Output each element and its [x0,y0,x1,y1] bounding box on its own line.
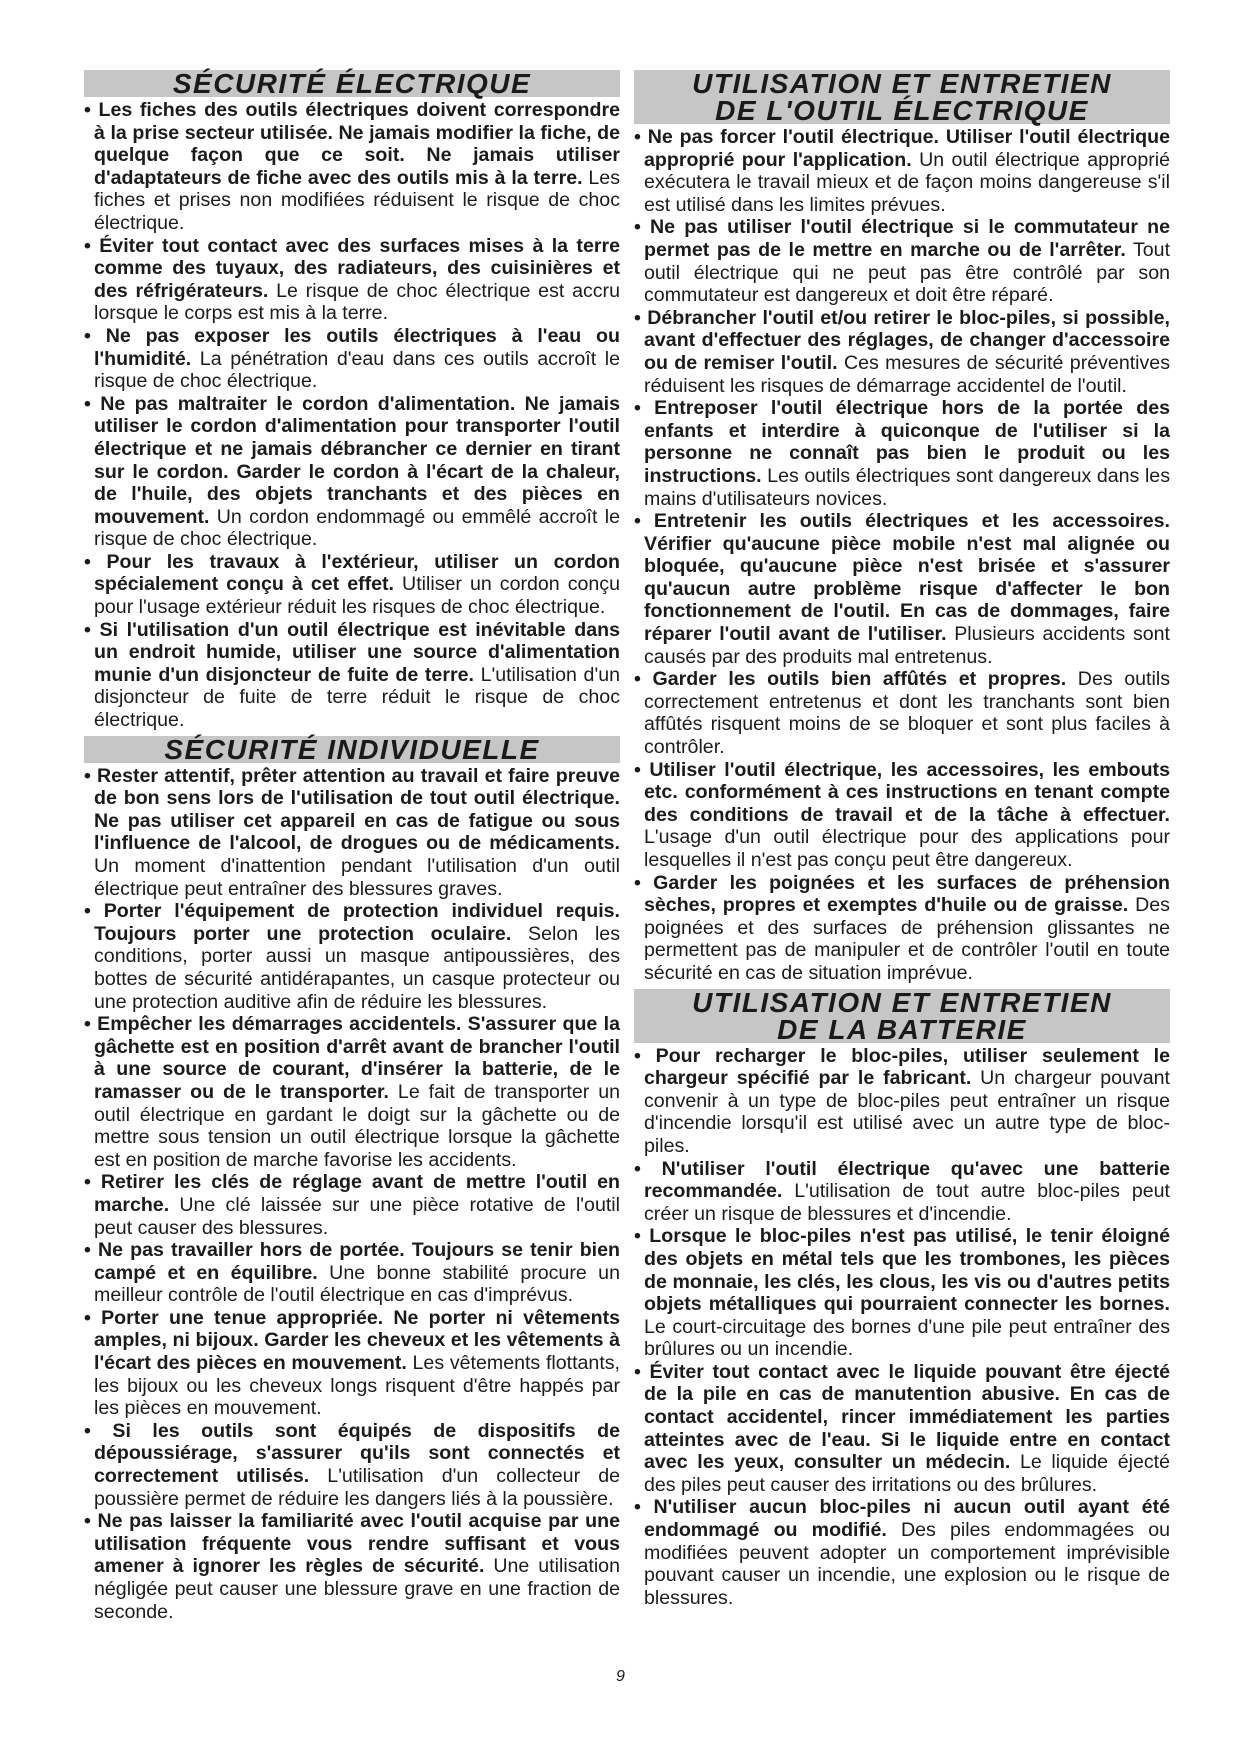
bullet-icon: • [634,758,650,781]
safety-item-instruction: Ne pas travailler hors de portée. Toujours se tenir bien campé et en équilibre. [94,1239,620,1284]
safety-item [634,1361,1170,1497]
safety-item [84,765,620,901]
bullet-icon: • [84,1239,98,1262]
safety-item-instruction: Porter l'équipement de protection individuel requis. Toujours porter une protection oculaire. [94,900,620,945]
safety-item-instruction: Les fiches des outils électriques doivent correspondre à la prise secteur utilisée. Ne jamais modifier la fiche, de quelque façon que ce soit. Ne jamais utiliser d'adaptateurs de fiche avec des outils mis à la terre. [94,99,621,189]
safety-item-instruction: Pour les travaux à l'extérieur, utiliser un cordon spécialement conçu à cet effet. [94,550,620,596]
bullet-icon: • [84,392,101,415]
safety-item [634,1225,1170,1361]
safety-item [634,510,1170,668]
safety-item-explanation: Un cordon endommagé ou emmêlé accroît le risque de choc électrique. [94,505,620,551]
page-number: 9 [616,1668,625,1685]
safety-item-instruction: Si l'utilisation d'un outil électrique est inévitable dans un endroit humide, utiliser une source d'alimentation munie d'un disjoncteur de fuite de terre. [94,618,620,686]
safety-item [634,872,1170,985]
safety-item-explanation: Des outils correctement entretenus et dont les tranchants sont bien affûtés risquent moins de se bloquer et sont plus faciles à contrôler. [644,668,1170,759]
bullet-icon: • [84,1171,101,1194]
bullet-icon: • [634,668,653,691]
section-title-line: UTILISATION ET ENTRETIEN [692,68,1112,99]
bullet-icon: • [84,324,106,347]
safety-item-instruction: Éviter tout contact avec le liquide pouvant être éjecté de la pile en cas de manutention abusive. En cas de contact accidentel, rincer immédiatement les parties atteintes avec de l'eau. Si le liquide entre en contact avec les yeux, consulter un médecin. [644,1360,1170,1474]
safety-item [634,126,1170,216]
safety-item [84,551,620,619]
safety-item-instruction: Ne pas laisser la familiarité avec l'outil acquise par une utilisation fréquente vous rendre suffisant et vous amener à ignorer les règles de sécurité. [94,1510,620,1578]
safety-item-instruction: Utiliser l'outil électrique, les accessoires, les embouts etc. conformément à ces instructions en tenant compte des conditions de travail et de la tâche à effectuer. [644,758,1170,826]
bullet-icon: • [84,99,99,121]
section-header-securite-electrique [84,70,620,97]
section-title-line: UTILISATION ET ENTRETIEN [692,986,1112,1018]
bullet-icon: • [84,764,98,787]
section-header-utilisation-et-entretien-de-la-batterie [634,986,1170,1045]
bullet-icon: • [84,1510,98,1533]
bullet-icon: • [634,1044,656,1067]
safety-item-instruction: Porter une tenue appropriée. Ne porter ni vêtements amples, ni bijoux. Garder les cheveux et les vêtements à l'écart des pièces en mouvement. [94,1306,621,1375]
safety-item-instruction: Entretenir les outils électriques et les accessoires. Vérifier qu'aucune pièce mobile n'est mal alignée ou bloquée, qu'aucune pièce n'est brisée et s'assurer qu'aucun autre problème risque d'affecter le bon fonctionnement de l'outil. En cas de dommages, faire réparer l'outil avant de l'utiliser. [644,510,1170,646]
safety-item-explanation: L'utilisation de tout autre bloc-piles peut créer un risque de blessures et d'incendie. [644,1180,1170,1225]
safety-item-explanation: Des poignées et des surfaces de préhension glissantes ne permettent pas de manipuler et de contrôler l'outil en toute sécurité en cas de situation imprévue. [644,894,1170,984]
safety-item [634,216,1170,306]
safety-item [84,1307,620,1420]
safety-item-instruction: Ne pas forcer l'outil électrique. Utiliser l'outil électrique approprié pour l'application. [644,126,1171,171]
safety-item [634,307,1170,397]
safety-item-instruction: Débrancher l'outil et/ou retirer le bloc-piles, si possible, avant d'effectuer des réglages, de changer d'accessoire ou de remiser l'outil. [644,306,1170,374]
safety-item-explanation: Un chargeur pouvant convenir à un type de bloc-piles peut entraîner un risque d'incendie lorsqu'il est utilisé avec un autre type de bloc-piles. [644,1067,1170,1157]
safety-item-explanation: L'utilisation d'un disjoncteur de fuite de terre réduit le risque de choc électrique. [94,663,620,732]
safety-item-explanation: Utiliser un cordon conçu pour l'usage extérieur réduit les risques de choc électrique. [94,573,620,619]
section-header-utilisation-et-entretien-de-l-outil-electrique [634,70,1170,124]
bullet-icon: • [634,306,648,329]
safety-item-explanation: Une utilisation négligée peut causer une blessure grave en une fraction de seconde. [94,1555,620,1623]
safety-item-explanation: Une bonne stabilité procure un meilleur contrôle de l'outil électrique en cas d'imprévus. [94,1261,620,1307]
safety-item-explanation: Ces mesures de sécurité préventives réduisent les risques de démarrage accidentel de l'outil. [644,351,1171,397]
safety-item [84,619,620,732]
bullet-icon: • [634,510,654,533]
bullet-icon: • [84,900,104,923]
safety-item-instruction: Si les outils sont équipés de dispositifs de dépoussiérage, s'assurer qu'ils sont connectés et correctement utilisés. [94,1419,620,1488]
safety-item-instruction: Pour recharger le bloc-piles, utiliser seulement le chargeur spécifié par le fabricant. [644,1044,1170,1090]
safety-item-explanation: Les vêtements flottants, les bijoux ou les cheveux longs risquent d'être happés par les pièces en mouvement. [94,1352,620,1420]
safety-item [634,759,1170,872]
bullet-icon: • [84,234,100,257]
bullet-icon: • [84,1306,102,1329]
safety-item [634,397,1170,510]
bullet-icon: • [634,216,651,239]
section-title-line: SÉCURITÉ ÉLECTRIQUE [172,68,532,99]
bullet-icon: • [634,1360,650,1383]
safety-item-instruction: N'utiliser aucun bloc-piles ni aucun outil ayant été endommagé ou modifié. [644,1496,1170,1542]
safety-item-explanation: L'utilisation d'un collecteur de poussière permet de réduire les dangers liés à la poussière. [94,1465,620,1510]
bullet-icon: • [84,618,100,641]
safety-item-explanation: La pénétration d'eau dans ces outils accroît le risque de choc électrique. [94,347,620,393]
bullet-icon: • [634,397,655,420]
safety-item-explanation: Des piles endommagées ou modifiées peuvent adopter un comportement imprévisible pouvant causer un incendie, une explosion ou le risque de blessures. [644,1519,1170,1609]
safety-item-instruction: Éviter tout contact avec des surfaces mises à la terre comme des tuyaux, des radiateurs, des cuisinières et des réfrigérateurs. [94,234,620,302]
section-title-line: DE LA BATTERIE [777,1013,1027,1045]
safety-item-instruction: Garder les outils bien affûtés et propres. [652,668,1067,691]
safety-item-explanation: Le fait de transporter un outil électrique en gardant le doigt sur la gâchette ou de mettre sous tension un outil électrique lorsque la gâchette est en position de marche favorise les accidents. [94,1080,620,1171]
left-column [84,70,620,1623]
safety-item [84,1239,620,1307]
safety-item-explanation: Les fiches et prises non modifiées réduisent le risque de choc électrique. [94,166,620,234]
bullet-icon: • [634,1157,662,1180]
safety-item-instruction: Entreposer l'outil électrique hors de la portée des enfants et interdire à quiconque de l'utiliser si la personne ne connaît pas bien le produit ou les instructions. [644,397,1170,487]
safety-item [84,393,620,551]
safety-item-instruction: Empêcher les démarrages accidentels. S'assurer que la gâchette est en position d'arrêt avant de brancher l'outil à une source de courant, d'insérer la batterie, de le ramasser ou de le transporter. [94,1013,620,1103]
safety-item [634,668,1170,758]
safety-item [84,1510,620,1623]
safety-item [634,1045,1170,1158]
bullet-icon: • [634,126,648,148]
safety-item [84,99,620,235]
bullet-icon: • [84,1013,98,1036]
bullet-icon: • [84,550,107,573]
safety-item-explanation: L'usage d'un outil électrique pour des applications pour lesquelles il n'est pas conçu peut être dangereux. [644,826,1170,871]
safety-item [84,325,620,393]
safety-item-explanation: Selon les conditions, porter aussi un masque antipoussières, des bottes de sécurité antidérapantes, un casque protecteur ou une protection auditive afin de réduire les blessures. [94,922,620,1013]
safety-item [84,1171,620,1239]
safety-item [84,1420,620,1510]
safety-item-explanation: Le court-circuitage des bornes d'une pile peut entraîner des brûlures ou un incendie. [644,1315,1170,1361]
safety-item-explanation: Un outil électrique approprié exécutera le travail mieux et de façon moins dangereuse s'il est utilisé dans les limites prévues. [644,148,1170,216]
section-title-line: SÉCURITÉ INDIVIDUELLE [164,733,540,765]
safety-item-instruction: Garder les poignées et les surfaces de préhension sèches, propres et exemptes d'huile ou de graisse. [644,871,1171,917]
bullet-icon: • [634,871,654,894]
safety-item-instruction: Rester attentif, prêter attention au travail et faire preuve de bon sens lors de l'utilisation de tout outil électrique. Ne pas utiliser cet appareil en cas de fatigue ou sous l'influence de l'alcool, de drogues ou de médicaments. [94,764,620,855]
safety-item-explanation: Une clé laissée sur une pièce rotative de l'outil peut causer des blessures. [94,1193,620,1239]
safety-item-instruction: N'utiliser l'outil électrique qu'avec une batterie recommandée. [644,1157,1170,1203]
safety-item [634,1158,1170,1226]
safety-item-instruction: Lorsque le bloc-piles n'est pas utilisé, le tenir éloigné des objets en métal tels que les trombones, les pièces de monnaie, les clés, les clous, les vis ou d'autres petits objets métalliques qui pourraient connecter les bornes. [644,1225,1170,1316]
section-header-securite-individuelle [84,733,620,765]
safety-item [84,900,620,1013]
right-column [634,70,1170,1609]
safety-item-explanation: Un moment d'inattention pendant l'utilisation d'un outil électrique peut entraîner des blessures graves. [94,855,620,900]
safety-item-explanation: Les outils électriques sont dangereux dans les mains d'utilisateurs novices. [644,464,1170,510]
bullet-icon: • [84,1419,113,1442]
section-title-line: DE L'OUTIL ÉLECTRIQUE [715,95,1089,126]
safety-item [84,235,620,325]
bullet-icon: • [634,1496,654,1519]
safety-item [84,1013,620,1171]
safety-item-explanation: Le liquide éjecté des piles peut causer des irritations ou des brûlures. [644,1451,1170,1496]
safety-item-explanation: Tout outil électrique qui ne peut pas être contrôlé par son commutateur est dangereux et doit être réparé. [644,238,1171,307]
safety-item [634,1496,1170,1609]
bullet-icon: • [634,1225,650,1248]
safety-item-explanation: Le risque de choc électrique est accru lorsque le corps est mis à la terre. [94,279,620,325]
safety-item-instruction: Ne pas exposer les outils électriques à l'eau ou l'humidité. [94,324,620,370]
safety-item-instruction: Ne pas maltraiter le cordon d'alimentation. Ne jamais utiliser le cordon d'alimentation pour transporter l'outil électrique et ne jamais débrancher ce dernier en tirant sur le cordon. Garder le cordon à l'écart de la chaleur, de l'huile, des objets tranchants et des pièces en mouvement. [94,392,620,528]
safety-item-explanation: Plusieurs accidents sont causés par des produits mal entretenus. [644,623,1170,668]
safety-item-instruction: Ne pas utiliser l'outil électrique si le commutateur ne permet pas de le mettre en marche ou de l'arrêter. [644,216,1170,261]
safety-item-instruction: Retirer les clés de réglage avant de mettre l'outil en marche. [94,1171,620,1216]
